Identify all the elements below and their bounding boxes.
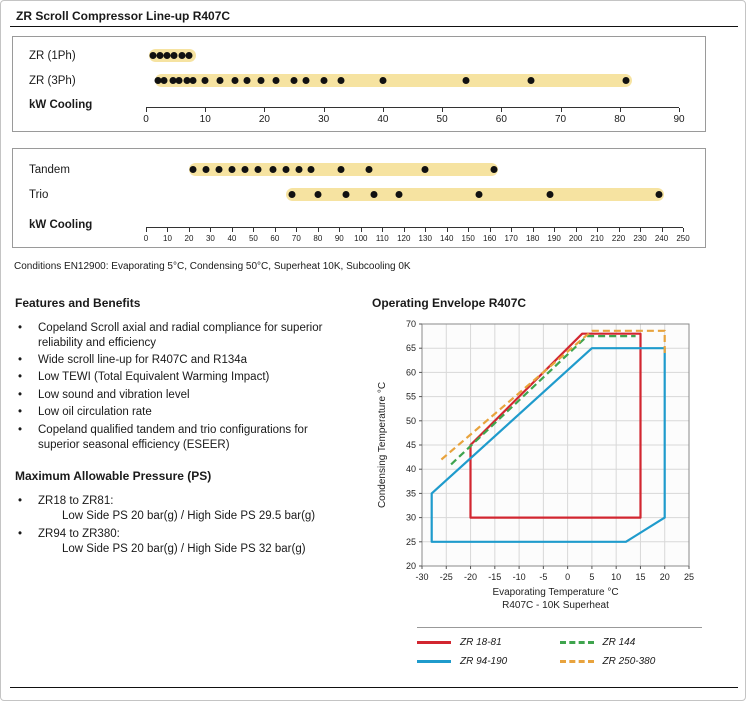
lineup-row-track [146,157,683,182]
svg-text:20: 20 [405,561,416,571]
legend-label: ZR 94-190 [460,656,508,667]
lineup-row-label: Trio [29,188,49,201]
axis-tick-label: 70 [554,114,567,125]
axis-label: kW Cooling [29,219,93,231]
axis-tick-label: 240 [654,234,669,243]
axis-tick-label: 30 [205,234,215,243]
dashed-line-swatch [560,641,594,644]
lineup-row-label: Tandem [29,163,70,176]
lineup-row-track [146,182,683,207]
lineup-chart-single-three-phase [12,36,706,132]
pressure-range-label: • ZR18 to ZR81: [38,495,114,508]
axis-tick [425,228,426,232]
pressure-item [15,494,365,524]
axis-tick [382,228,383,232]
model-dot [490,166,497,173]
axis-tick [167,228,168,232]
pressure-detail: Low Side PS 20 bar(g) / High Side PS 32 bar(g) [62,543,306,555]
envelope-chart [372,316,707,618]
model-dot [258,77,265,84]
svg-text:-30: -30 [415,572,429,582]
model-dot [175,77,182,84]
pressure-range-label: • ZR94 to ZR380: [38,528,120,541]
axis-tick [501,108,502,112]
svg-text:30: 30 [405,512,416,523]
pressure-item [15,527,365,557]
range-band [155,74,632,87]
axis-tick-label: 10 [163,234,172,243]
axis-tick-label: 160 [482,234,497,243]
legend-item [417,637,560,648]
axis-tick [442,108,443,112]
envelope-heading: Operating Envelope R407C [372,296,527,310]
axis-tick [146,108,147,112]
model-dot [289,191,296,198]
model-dot [379,77,386,84]
lineup-row [13,182,705,207]
legend-item [560,637,703,648]
axis-tick [561,108,562,112]
axis-tick-label: 140 [440,234,454,243]
model-dot [243,77,250,84]
model-dot [527,77,534,84]
axis-label: kW Cooling [29,99,93,111]
axis-tick [210,228,211,232]
axis-tick-label: 200 [568,234,583,243]
svg-text:65: 65 [405,343,416,354]
axis-tick [404,228,405,232]
axis-tick [339,228,340,232]
svg-text:-10: -10 [512,572,526,582]
model-dot [269,166,276,173]
axis-tick-label: 180 [525,234,540,243]
axis-tick-label: 10 [199,114,211,125]
model-dot [231,77,238,84]
model-dot [216,166,223,173]
legend-label: ZR 144 [602,637,636,648]
axis-tick [253,228,254,232]
lineup-row-track [146,68,679,93]
legend-label: ZR 18-81 [460,637,502,648]
svg-text:R407C - 10K Superheat: R407C - 10K Superheat [502,600,609,611]
axis-tick [679,108,680,112]
axis-tick-label: 100 [354,234,368,243]
axis-tick-label: 90 [334,234,344,243]
svg-text:15: 15 [635,572,646,582]
feature-item: • Low sound and vibration level [15,388,337,403]
model-dot [202,77,209,84]
lineup-row-label: ZR (1Ph) [29,49,76,62]
feature-item: • Wide scroll line-up for R407C and R134a [15,353,337,368]
axis-tick [318,228,319,232]
features-heading: Features and Benefits [15,296,141,310]
model-dot [282,166,289,173]
features-list [15,321,365,453]
svg-text:-25: -25 [439,572,453,582]
envelope-section [372,296,738,667]
model-dot [241,166,248,173]
axis-tick [554,228,555,232]
axis-tick [275,228,276,232]
model-dot [273,77,280,84]
axis-tick [189,228,190,232]
axis-track [143,107,685,139]
model-dot [396,191,403,198]
model-dot [656,191,663,198]
axis-tick-label: 60 [270,234,280,243]
axis-tick-label: 20 [184,234,194,243]
axis-tick-label: 50 [436,114,448,125]
model-dot [190,166,197,173]
legend-label: ZR 250-380 [602,656,656,667]
axis-tick-label: 90 [673,114,685,125]
axis-tick-label: 20 [258,114,270,125]
svg-text:20: 20 [659,572,670,582]
page-title: ZR Scroll Compressor Line-up R407C [16,9,231,23]
svg-text:Condensing Temperature °C: Condensing Temperature °C [377,381,388,509]
model-dot [217,77,224,84]
model-dot [462,77,469,84]
svg-text:55: 55 [405,391,416,402]
axis-tick [533,228,534,232]
axis-tick [361,228,362,232]
axis-tick-label: 40 [227,234,237,243]
svg-text:25: 25 [405,536,416,547]
page-header [10,0,738,27]
svg-text:0: 0 [565,572,571,582]
feature-item: • Copeland Scroll axial and radial compliance for superior reliability and efficiency [15,321,337,351]
model-dot [546,191,553,198]
axis-tick-label: 250 [676,234,690,243]
axis-tick-label: 80 [313,234,323,243]
model-dot [157,52,164,59]
legend-item [560,656,703,667]
axis-tick-label: 80 [614,114,626,125]
svg-text:70: 70 [405,319,416,329]
axis-tick [662,228,663,232]
axis-tick [619,228,620,232]
axis-tick-label: 120 [397,234,411,243]
axis-track [143,227,690,259]
axis-tick-label: 110 [375,234,389,243]
axis-tick [490,228,491,232]
lineup-row [13,43,705,68]
solid-line-swatch [417,641,451,644]
model-dot [342,191,349,198]
svg-text:-20: -20 [464,572,478,582]
svg-text:35: 35 [405,488,416,499]
model-dot [228,166,235,173]
axis-tick-label: 190 [547,234,561,243]
axis-tick-label: 170 [504,234,518,243]
axis-tick [324,108,325,112]
svg-text:25: 25 [683,572,695,582]
lineup-row-track [146,43,679,68]
svg-text:50: 50 [405,415,416,426]
axis-tick [232,228,233,232]
lineup-chart-tandem-trio [12,148,706,248]
model-dot [178,52,185,59]
axis-tick-label: 60 [495,114,507,125]
axis-tick [683,228,684,232]
axis-tick-label: 30 [318,114,330,125]
model-dot [295,166,302,173]
model-dot [190,77,197,84]
axis-tick-label: 70 [291,234,301,243]
model-dot [203,166,210,173]
model-dot [422,166,429,173]
axis-tick-label: 220 [611,234,626,243]
feature-item: • Low TEWI (Total Equivalent Warming Impact) [15,370,337,385]
axis-row [13,99,705,139]
svg-text:-15: -15 [488,572,502,582]
model-dot [338,77,345,84]
axis-tick-label: 210 [590,234,604,243]
axis-row [13,219,705,259]
axis-tick-label: 130 [418,234,432,243]
model-dot [171,52,178,59]
svg-text:5: 5 [589,572,595,582]
model-dot [160,77,167,84]
axis-tick [447,228,448,232]
axis-tick [468,228,469,232]
axis-tick [264,108,265,112]
lineup-row [13,157,705,182]
lineup-row-label: ZR (3Ph) [29,74,76,87]
axis-tick [296,228,297,232]
feature-item: • Copeland qualified tandem and trio configurations for superior seasonal efficiency (ESEER) [15,423,337,453]
pressure-section [15,469,365,557]
footer-divider [10,687,738,688]
axis-tick [640,228,641,232]
axis-tick [597,228,598,232]
lineup-row [13,68,705,93]
feature-item: • Low oil circulation rate [15,405,337,420]
solid-line-swatch [417,660,451,663]
model-dot [622,77,629,84]
axis-tick [576,228,577,232]
model-dot [291,77,298,84]
svg-text:40: 40 [405,464,416,475]
model-dot [338,166,345,173]
svg-text:60: 60 [405,367,416,378]
pressure-detail: Low Side PS 20 bar(g) / High Side PS 29.5 bar(g) [62,510,316,523]
legend-item [417,656,560,667]
axis-tick-label: 0 [143,234,149,243]
model-dot [254,166,261,173]
svg-text:10: 10 [611,572,622,582]
model-dot [150,52,157,59]
pressure-heading: Maximum Allowable Pressure (PS) [15,468,212,483]
axis-tick [383,108,384,112]
envelope-legend [417,627,702,667]
model-dot [314,191,321,198]
axis-tick-label: 150 [461,234,475,243]
axis-tick [511,228,512,232]
model-dot [320,77,327,84]
axis-tick-label: 0 [143,114,149,125]
model-dot [164,52,171,59]
model-dot [475,191,482,198]
svg-text:Evaporating Temperature °C: Evaporating Temperature °C [492,587,619,598]
svg-text:-5: -5 [539,572,548,582]
conditions-note: Conditions EN12900: Evaporating 5°C, Condensing 50°C, Superheat 10K, Subcooling 0K [14,261,411,272]
svg-text:45: 45 [405,440,416,450]
envelope-chart-host [372,316,738,623]
axis-tick [146,228,147,232]
model-dot [302,77,309,84]
model-dot [185,52,192,59]
features-section [15,296,365,560]
axis-tick-label: 50 [248,234,258,243]
model-dot [308,166,315,173]
axis-tick-label: 40 [377,114,389,125]
model-dot [366,166,373,173]
axis-tick [205,108,206,112]
axis-tick-label: 230 [633,234,647,243]
dashed-line-swatch [560,660,594,663]
axis-tick [620,108,621,112]
model-dot [370,191,377,198]
